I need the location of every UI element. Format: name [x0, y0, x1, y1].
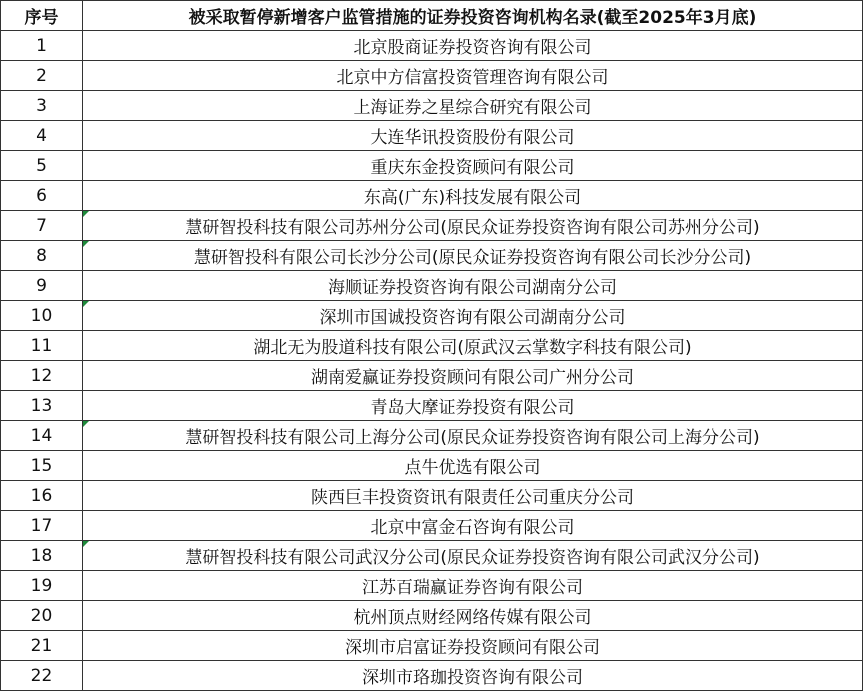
table-row	[1, 271, 863, 301]
row-index: 7	[1, 211, 83, 241]
table-row	[1, 361, 863, 391]
institution-name-flagged: 慧研智投科有限公司长沙分公司(原民众证券投资咨询有限公司长沙分公司)	[83, 241, 863, 271]
table-row	[1, 511, 863, 541]
table-header	[1, 1, 863, 31]
row-index: 6	[1, 181, 83, 211]
table-row	[1, 241, 863, 271]
row-index: 3	[1, 91, 83, 121]
table-body	[1, 31, 863, 691]
row-index: 15	[1, 451, 83, 481]
table-row	[1, 391, 863, 421]
institution-name: 湖北无为股道科技有限公司(原武汉云掌数字科技有限公司)	[83, 331, 863, 361]
row-index: 9	[1, 271, 83, 301]
header-index: 序号	[1, 1, 83, 31]
institution-name: 上海证券之星综合研究有限公司	[83, 91, 863, 121]
row-index: 16	[1, 481, 83, 511]
table-row	[1, 121, 863, 151]
institution-name: 北京中方信富投资管理咨询有限公司	[83, 61, 863, 91]
institution-name: 深圳市珞珈投资咨询有限公司	[83, 661, 863, 691]
institution-name-flagged: 慧研智投科技有限公司上海分公司(原民众证券投资咨询有限公司上海分公司)	[83, 421, 863, 451]
institution-name: 北京中富金石咨询有限公司	[83, 511, 863, 541]
institution-name: 重庆东金投资顾问有限公司	[83, 151, 863, 181]
institution-name-flagged: 慧研智投科技有限公司苏州分公司(原民众证券投资咨询有限公司苏州分公司)	[83, 211, 863, 241]
institution-name: 湖南爱赢证券投资顾问有限公司广州分公司	[83, 361, 863, 391]
table-row	[1, 421, 863, 451]
row-index: 12	[1, 361, 83, 391]
table-row	[1, 301, 863, 331]
row-index: 19	[1, 571, 83, 601]
table-row	[1, 181, 863, 211]
row-index: 18	[1, 541, 83, 571]
row-index: 17	[1, 511, 83, 541]
table-row	[1, 631, 863, 661]
header-title: 被采取暂停新增客户监管措施的证券投资咨询机构名录(截至2025年3月底)	[83, 1, 863, 31]
institution-name: 江苏百瑞赢证券咨询有限公司	[83, 571, 863, 601]
institution-name: 陕西巨丰投资资讯有限责任公司重庆分公司	[83, 481, 863, 511]
table-row	[1, 451, 863, 481]
table-row	[1, 571, 863, 601]
row-index: 13	[1, 391, 83, 421]
row-index: 4	[1, 121, 83, 151]
row-index: 11	[1, 331, 83, 361]
row-index: 8	[1, 241, 83, 271]
table-row	[1, 61, 863, 91]
row-index: 2	[1, 61, 83, 91]
institution-name: 大连华讯投资股份有限公司	[83, 121, 863, 151]
institution-name: 杭州顶点财经网络传媒有限公司	[83, 601, 863, 631]
table-row	[1, 481, 863, 511]
table-row	[1, 211, 863, 241]
table-row	[1, 31, 863, 61]
table-row	[1, 661, 863, 691]
institution-name: 海顺证券投资咨询有限公司湖南分公司	[83, 271, 863, 301]
row-index: 10	[1, 301, 83, 331]
table-row	[1, 601, 863, 631]
institution-name: 青岛大摩证券投资有限公司	[83, 391, 863, 421]
institution-name-flagged: 深圳市国诚投资咨询有限公司湖南分公司	[83, 301, 863, 331]
row-index: 21	[1, 631, 83, 661]
institution-name: 东高(广东)科技发展有限公司	[83, 181, 863, 211]
table-row	[1, 331, 863, 361]
row-index: 1	[1, 31, 83, 61]
row-index: 14	[1, 421, 83, 451]
table-row	[1, 541, 863, 571]
institution-name: 点牛优选有限公司	[83, 451, 863, 481]
institution-name: 北京股商证券投资咨询有限公司	[83, 31, 863, 61]
row-index: 5	[1, 151, 83, 181]
header-row	[1, 1, 863, 31]
table-row	[1, 151, 863, 181]
row-index: 20	[1, 601, 83, 631]
institution-name: 深圳市启富证券投资顾问有限公司	[83, 631, 863, 661]
institution-name-flagged: 慧研智投科技有限公司武汉分公司(原民众证券投资咨询有限公司武汉分公司)	[83, 541, 863, 571]
row-index: 22	[1, 661, 83, 691]
table-row	[1, 91, 863, 121]
